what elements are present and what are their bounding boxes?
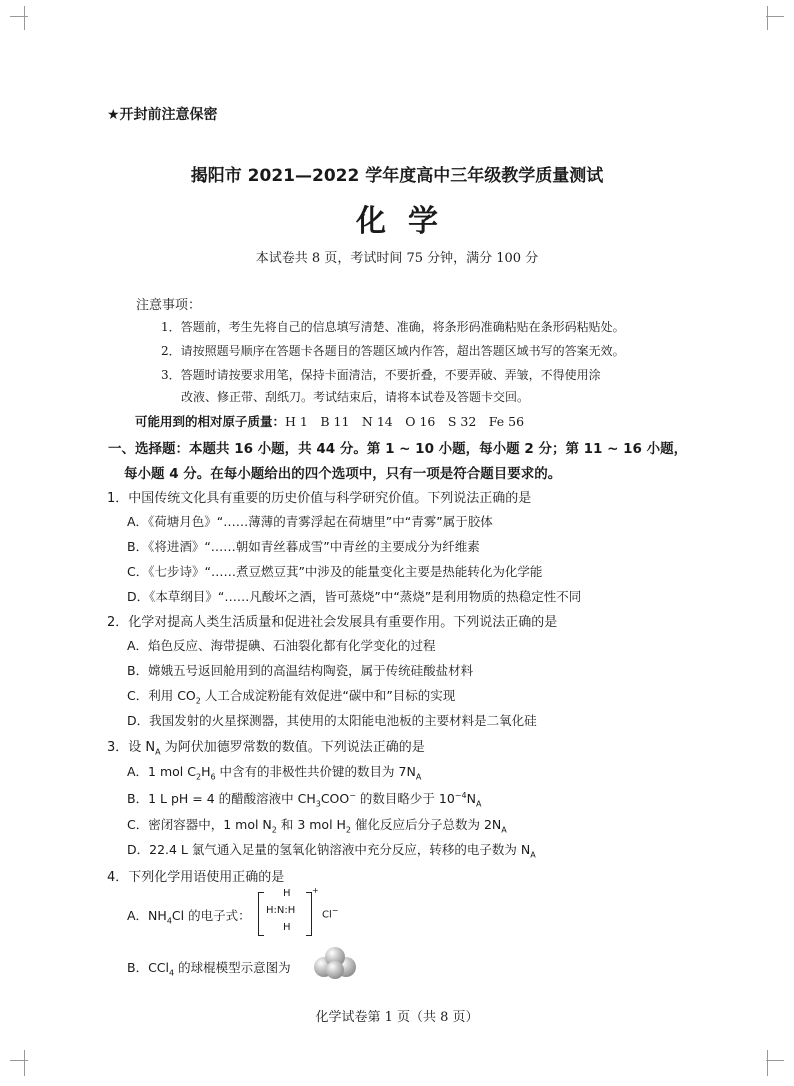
q1-option-c: C．《七步诗》“……煮豆燃豆萁”中涉及的能量变化主要是热能转化为化学能 (127, 564, 543, 579)
right-bracket (306, 892, 312, 936)
q1-option-d: D．《本草纲目》“……凡酸坏之酒，皆可蒸烧”中“蒸烧”是利用物质的热稳定性不同 (127, 589, 582, 604)
atomic-masses-values: H 1 B 11 N 14 O 16 S 32 Fe 56 (285, 414, 525, 429)
notice-item-2: 2．请按照题号顺序在答题卡各题目的答题区域内作答，超出答题区域书写的答案无效。 (161, 344, 625, 358)
formula-h-top: H (283, 888, 291, 899)
ccl4-ball-model-image (314, 947, 358, 983)
c-ball-center (326, 961, 344, 979)
page-footer: 化学试卷第 1 页（共 8 页） (315, 1010, 479, 1025)
atomic-masses-label: 可能用到的相对原子质量： (135, 414, 286, 429)
q1-option-b: B．《将进酒》“……朝如青丝暮成雪”中青丝的主要成分为纤维素 (127, 539, 480, 554)
exam-info: 本试卷共 8 页，考试时间 75 分钟，满分 100 分 (255, 251, 539, 266)
q2-stem: 2．化学对提高人类生活质量和促进社会发展具有重要作用。下列说法正确的是 (107, 615, 558, 630)
section-1-line-2: 每小题 4 分。在每小题给出的四个选项中，只有一项是符合题目要求的。 (124, 466, 562, 482)
notice-heading: 注意事项： (136, 298, 202, 313)
q3-option-d: D．22.4 L 氯气通入足量的氢氧化钠溶液中充分反应，转移的电子数为 $N_A$ (127, 842, 536, 860)
formula-plus-charge: + (312, 886, 319, 895)
crop-mark-bottom-left-h (10, 1060, 28, 1073)
q3-option-a: A．1 mol $C_2H_6$ 中含有的非极性共价键的数目为 $7N_A$ (127, 764, 422, 782)
q3-option-c: C．密闭容器中，1 mol $N_2$ 和 3 mol $H_2$ 催化反应后分子总数为 $2N_A$ (127, 817, 507, 835)
notice-item-3-cont: 改液、修正带、刮纸刀。考试结束后，请将本试卷及答题卡交回。 (181, 390, 530, 404)
crop-mark-top-left-h (10, 16, 28, 29)
crop-mark-bottom-right-h (766, 1060, 784, 1073)
q4-stem: 4．下列化学用语使用正确的是 (107, 870, 285, 885)
q3-option-b: B．1 L pH = 4 的醋酸溶液中 $CH_3COO^-$ 的数目略少于 $10^{-4}N_A$ (127, 790, 482, 809)
q1-stem: 1．中国传统文化具有重要的历史价值与科学研究价值。下列说法正确的是 (107, 491, 532, 506)
formula-h-n-h: H:N:H (266, 905, 296, 916)
q1-option-a: A．《荷塘月色》“……薄薄的青雾浮起在荷塘里”中“青雾”属于胶体 (127, 514, 493, 529)
crop-mark-top-right-h (766, 16, 784, 29)
q2-option-a: A．焰色反应、海带提碘、石油裂化都有化学变化的过程 (127, 638, 436, 653)
q2-option-b: B．嫦娥五号返回舱用到的高温结构陶瓷，属于传统硅酸盐材料 (127, 663, 474, 678)
atomic-masses (135, 412, 524, 430)
q2-option-d: D．我国发射的火星探测器，其使用的太阳能电池板的主要材料是二氧化硅 (127, 713, 537, 728)
section-1-line-1: 一、选择题：本题共 16 小题，共 44 分。第 1 ~ 10 小题，每小题 2 分；第 11 ~ 16 小题， (108, 441, 688, 457)
notice-item-3: 3．答题时请按要求用笔，保持卡面清洁，不要折叠，不要弄破、弄皱，不得使用涂 (161, 368, 601, 382)
q3-stem: 3．设 $N_A$ 为阿伏加德罗常数的数值。下列说法正确的是 (107, 740, 425, 757)
left-bracket (258, 892, 264, 936)
q2-option-c: C．利用 $CO_2$ 人工合成淀粉能有效促进“碳中和”目标的实现 (127, 688, 456, 706)
exam-title: 揭阳市 2021—2022 学年度高中三年级教学质量测试 (190, 166, 604, 186)
ammonium-electron-formula (258, 888, 320, 938)
q4-option-b: B．CCl$_4$ 的球棍模型示意图为 (127, 960, 291, 978)
chloride-ion: Cl− (322, 906, 339, 921)
formula-h-bottom: H (283, 922, 291, 933)
q4-option-a: A．$NH_4Cl$ 的电子式： (127, 908, 251, 926)
notice-item-1: 1．答题前，考生先将自己的信息填写清楚、准确，将条形码准确粘贴在条形码粘贴处。 (161, 320, 625, 334)
subject-title: 化学 (356, 204, 460, 239)
confidential-notice: ★开封前注意保密 (107, 107, 218, 123)
